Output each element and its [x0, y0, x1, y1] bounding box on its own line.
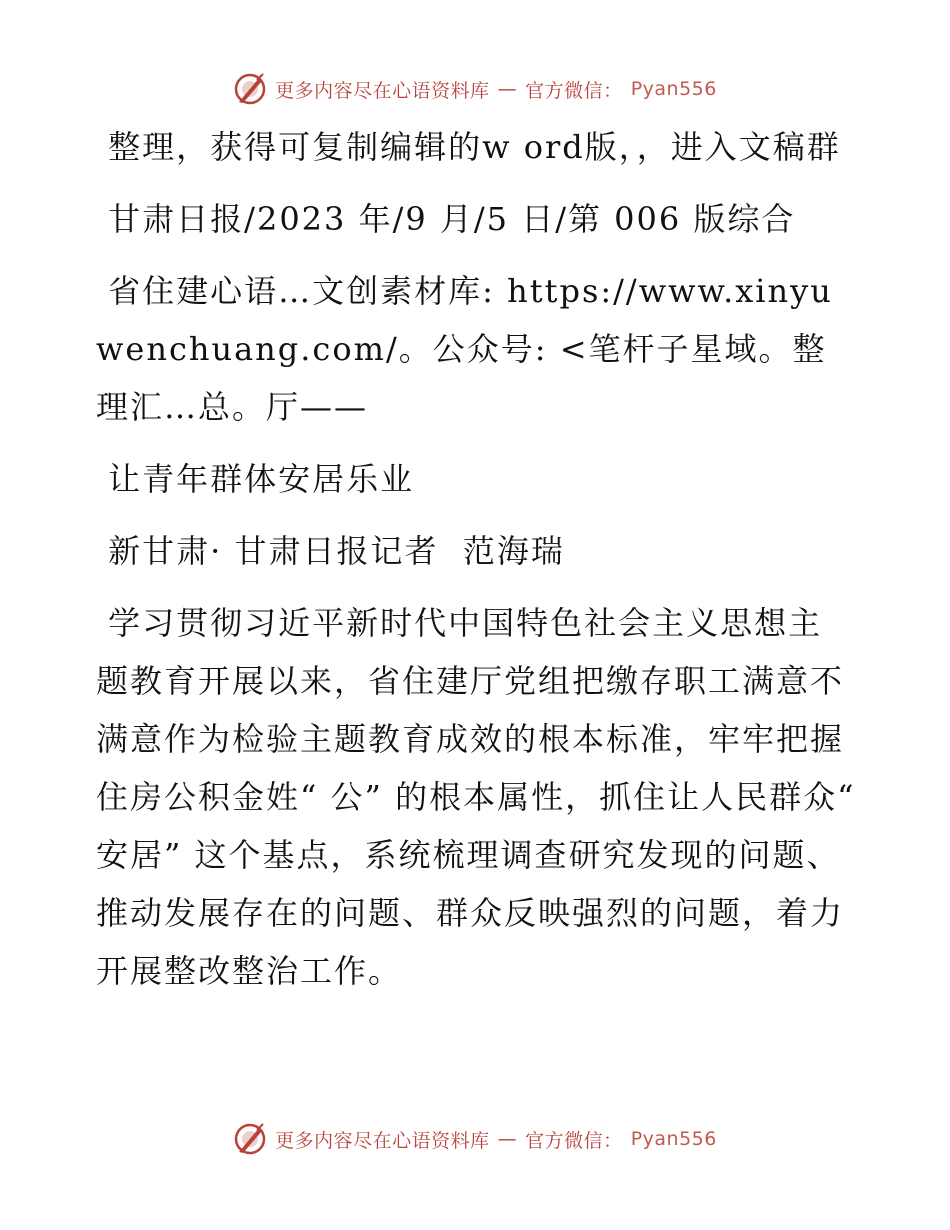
- header-wechat-handle: Pyan556: [630, 78, 717, 100]
- source-line: 甘肃日报/2023 年/9 月/5 日/第 006 版综合: [96, 200, 796, 238]
- footer-banner: [0, 1122, 950, 1156]
- quill-seal-icon: [233, 1122, 267, 1156]
- footer-wechat-handle: Pyan556: [630, 1128, 717, 1150]
- watermark-paragraph: 省住建心语…文创素材库: https://www.xinyuwenchuang.com/。公众号: <笔杆子星域。整理汇…总。厅——: [96, 272, 833, 426]
- document-body: [96, 118, 868, 1000]
- byline: 新甘肃· 甘肃日报记者 范海瑞: [96, 532, 565, 570]
- quill-seal-icon: [233, 72, 267, 106]
- footer-wechat-label: 官方微信：: [525, 1129, 623, 1152]
- footer-site-text: 更多内容尽在心语资料库: [275, 1129, 490, 1152]
- header-site-text: 更多内容尽在心语资料库: [275, 79, 490, 102]
- header-wechat-label: 官方微信：: [525, 79, 623, 102]
- article-title: 让青年群体安居乐业: [96, 460, 415, 498]
- header-separator: —: [497, 78, 518, 100]
- body-paragraph: 学习贯彻习近平新时代中国特色社会主义思想主题教育开展以来，省住建厅党组把缴存职工满意不满意作为检验主题教育成效的根本标准，牢牢把握住房公积金姓“ 公” 的根本属性，抓住让人民群众“ 安居” 这个基点，系统梳理调查研究发现的问题、推动发展存在的问题、群众反映强烈的问题，着力开展整改整治工作。: [96, 604, 868, 990]
- header-banner: [0, 72, 950, 106]
- footer-separator: —: [497, 1128, 518, 1150]
- intro-note-paragraph: 整理，获得可复制编辑的w ord版，，进入文稿群: [96, 128, 841, 166]
